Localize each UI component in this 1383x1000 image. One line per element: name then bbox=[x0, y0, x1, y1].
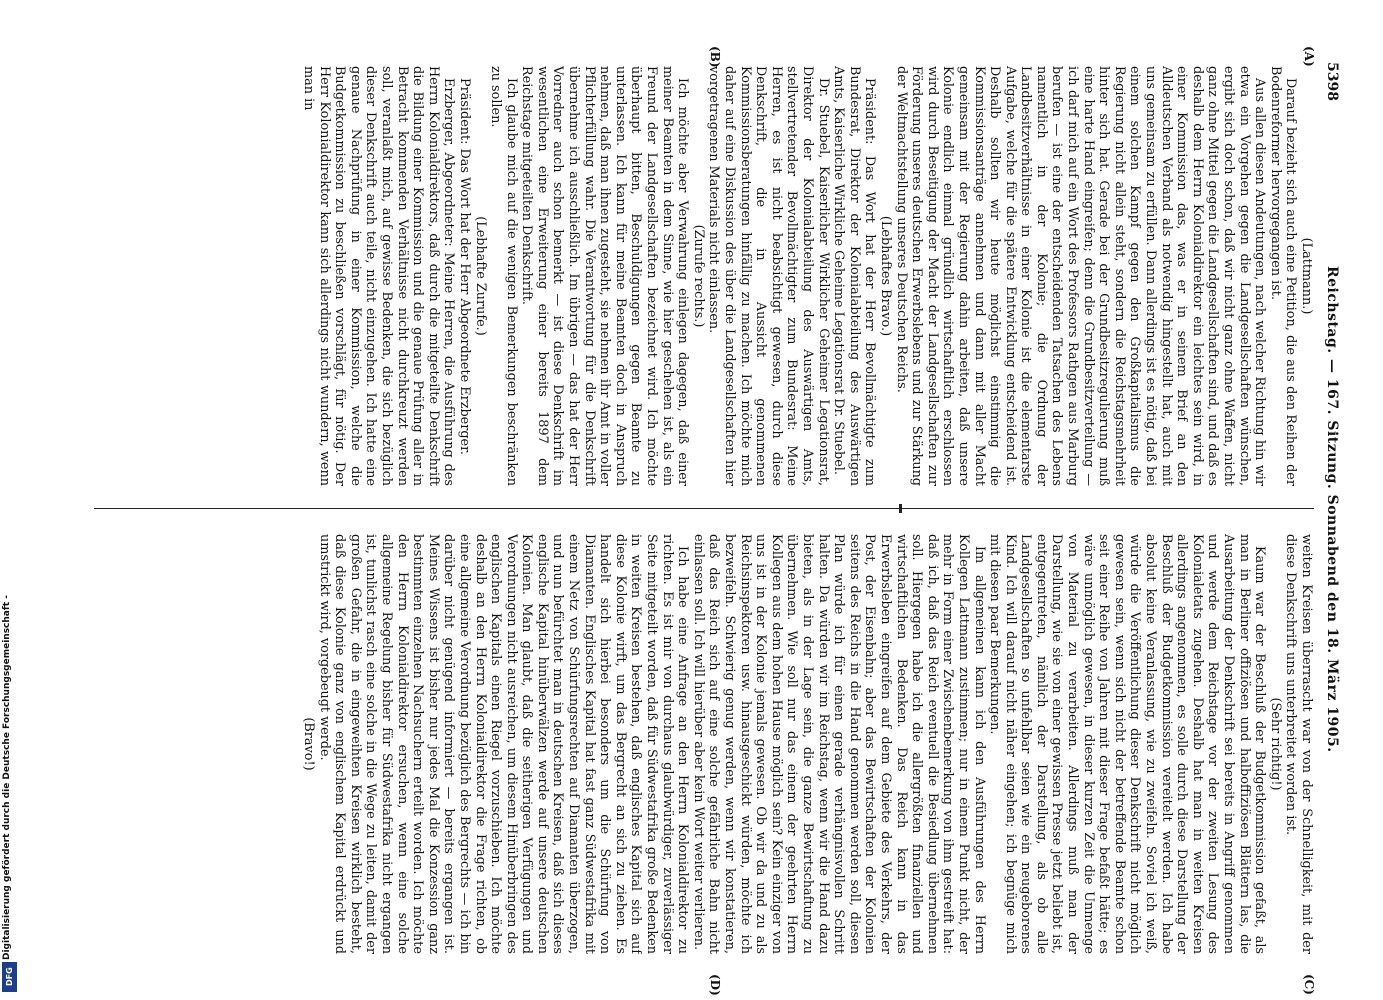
paragraph: Präsident: Das Wort hat der Herr Abgeordnete Erzberger. bbox=[456, 78, 472, 455]
paragraph: Im allgemeinen kann ich den Ausführungen des Herrn Kollegen Lattmann zustimmen; nur in einem Punkt nicht, der mehr in Form einer Zwischenbemerkung von ihm gestreift hat: daß ich, daß das Reich eventuell die Besiedlung übernehmen soll. Hiergegen habe ich die allergrößten finanziellen und wirtschaftlichen Bedenken. Das Reich kann in das Erwerbsleben eingreifen auf dem Gebiete des Verkehrs, der Post, der Eisenbahn; aber das Bewirtschaften der Kolonien seitens des Reichs in die Hand genommen werden soll, diesen Plan würde ich für einen gerade verhängnisvollen Schritt halten. Da würden wir im Reichstag, wenn wir die Hand dazu bieten, als in der Lage sein, die ganze Bewirtschaftung zu übernehmen. Wie soll nur das einem der geehrten Herrn Kollegen aus dem hohen Hause möglich sein? Kein einziger von uns ist in der Kolonie jemals gewesen. Ob wir da und zu als Reichsinspektoren usw. hinausgeschickt würden, möchte ich bezweifeln. Schwierig genug werden, wenn wir konstatieren, daß das Reich sich auf eine solche gefährliche Bahn nicht einlassen soll. Ich will hierüber aber kein Wort weiter verlieren. bbox=[690, 534, 987, 954]
scanned-page bbox=[82, 46, 1342, 996]
page-header bbox=[1318, 56, 1342, 986]
margin-mark-d: (D) bbox=[708, 974, 722, 996]
paragraph: weiten Kreisen überrascht war von der Schnelligkeit, mit der diese Denkschrift uns unterbreitet worden ist. bbox=[1283, 534, 1314, 954]
digitization-strip bbox=[0, 0, 20, 1000]
left-column bbox=[86, 66, 1314, 486]
paragraph: Dr. Stuebel, Kaiserlicher Wirklicher Geheimer Legationsrat, Direktor der Kolonialabteilung des Auswärtigen Amts, stellvertretender Bevollmächtigter zum Bundesrat: Meine Herren, es ist nicht beabsichtigt gewesen, durch diese Denkschrift, die in Aussicht genommenen Kommissionsberatungen hinfällig zu machen. Ich möchte mich daher auf eine Diskussion des über die Landgesellschaften hier vorgetragenen Materials nicht einlassen. bbox=[706, 66, 831, 486]
paragraph: Kaum war der Beschluß der Budgetkommission gefaßt, als man in Berliner offiziösen und halboffiziösen Blättern las, die Ausarbeitung der Denkschrift sei bereits in Angriff genommen und werde dem Reichstage vor der zweiten Lesung des Kolonialetats zugehen. Deshalb hat man in weiten Kreisen allerdings angenommen, es solle durch diese Darstellung der Beschluß der Budgetkommission vereitelt werden. Ich habe absolut keine Veranlassung, wie zu zweifeln. Soviel ich weiß, würde die Veröffentlichung dieser Denkschrift nicht möglich gewesen sein, wenn sich nicht der betreffende Beamte schon seit einer Reihe von Jahren mit dieser Frage befaßt hätte; es wäre unmöglich gewesen, in dieser kurzen Zeit die Unmenge von Material zu verarbeiten. Allerdings muß man der Darstellung, wie sie von einer gewissen Presse jetzt beliebt ist, entgegentreten, nämlich der Darstellung, als ob alle Landgesellschaften so unfehlbar seien wie ein neugeborenes Kind. Ich will darauf nicht näher eingehen; ich begnüge mich mit diesen paar Bemerkungen. bbox=[987, 534, 1268, 954]
paragraph: Aus allen diesen Andeutungen, nach welcher Richtung hin wir etwa ein Vorgehen gegen die Landgesellschaften wünschen, ergibt sich doch schon, daß wir nicht ganz ohne Waffen, nicht ganz ohne Mittel gegen die Landgesellschaften sind, und daß es deshalb dem Herrn Kolonialdirektor ein leichtes sein wird, in einer Kommission das, was er in seinem Brief an den Alldeutschen Verband als notwendig hingestellt hat, auch mit uns gemeinsam zu erfüllen. Dann allerdings ist es nötig, daß bei einem solchen Kampf gegen den Großkapitalismus die Regierung nicht allein steht, sondern die Reichstagsmehrheit hinter sich hat. Gerade bei der Grundbesitzregulierung muß eine harte Hand eingreifen; denn die Grundbesitzverteilung — ich darf mich auf ein Wort des Professors Rathgen aus Marburg berufen — ist eine der entscheidenden Tatsachen des Lebens namentlich in der Kolonie; die Ordnung der Landbesitzverhältnisse in einer Kolonie ist die elementarste Aufgabe, welche für die spätere Entwicklung entscheidend ist. Deshalb sollten wir heute möglichst einstimmig die Kommissionsanträge annehmen und dann mit aller Macht gemeinsam mit der Regierung dahin arbeiten, daß unsere Kolonie endlich einmal gründlich wirtschaftlich erschlossen wird durch Beseitigung der Macht der Landgesellschaften zur Förderung unseres deutschen Erwerbslebens und zur Stärkung der Weltmachtstellung unseres Deutschen Reichs. bbox=[893, 66, 1268, 486]
divider-marker bbox=[899, 504, 902, 513]
page-number: 5398 bbox=[1324, 62, 1340, 101]
margin-mark-b: (B) bbox=[708, 46, 722, 68]
column-divider bbox=[94, 508, 1314, 509]
paragraph: Ich glaube mich auf die wenigen Bemerkungen beschränken zu sollen. bbox=[488, 66, 519, 486]
speaker-tag: (Lattmann.) bbox=[1299, 237, 1314, 315]
paragraph: Ich möchte aber Verwahrung einlegen dagegen, daß einer meiner Beamten in dem Sinne, wie hier geschehen ist, als ein Freund der Landgesellschaften bezeichnet wird. Ich möchte überhaupt bitten, Beschuldigungen gegen Beamte zu unterlassen. Ich kann für meine Beamten doch in Anspruch nehmen, daß man ihnen zugesteht, sie nehmen ihr Amt in voller Pflichterfüllung wahr. Die Verantwortung für die Denkschrift übernehme ich ausschließlich. Im übrigen — das hat der Herr Vorredner auch schon bemerkt — ist diese Denkschrift im wesentlichen eine Erweiterung einer bereits 1897 dem Reichstage mitgeteilten Denkschrift. bbox=[519, 66, 691, 486]
interjection: (Zurufe rechts.) bbox=[690, 224, 706, 328]
margin-mark-a: (A) bbox=[1302, 46, 1316, 67]
interjection: (Sehr richtig!) bbox=[1267, 697, 1283, 791]
right-column bbox=[86, 534, 1314, 954]
digitization-credit: Digitalisierung gefördert durch die Deutsche Forschungsgemeinschaft - bbox=[2, 595, 12, 960]
dfg-logo: DFG bbox=[2, 962, 17, 992]
interjection: (Bravo!) bbox=[301, 717, 316, 771]
interjection: (Lebhafte Zurufe.) bbox=[472, 216, 488, 336]
paragraph: Ich habe eine Anfrage an den Herrn Kolonialdirektor zu richten. Es ist mir von durchaus glaubwürdiger, zuverlässiger Seite mitgeteilt worden, daß für Südwestafrika große Bedenken in weiten Kreisen bestehen, daß englisches Kapital sich auf diese Kolonie wirft, um das Bergrecht an sich zu ziehen. Es handelt sich hierbei besonders um die Schürfung von Diamanten. Englisches Kapital hat fast ganz Südwestafrika mit einem Netz von Schürfungsrechten auf Diamanten überzogen, und nun befürchtet man in deutschen Kreisen, daß sich dieses englische Kapital hinüberwälzen werde auf unsere deutschen Kolonien. Man glaubt, daß die seitherigen Verfügungen und Verordnungen nicht ausreichen, um diesem Hinüberbringen des englischen Kapitals einen Riegel vorzuschieben. Ich möchte deshalb an den Herrn Kolonialdirektor die Frage richten, ob eine allgemeine Verordnung bezüglich des Bergrechts — ich bin darüber nicht genügend informiert — bereits ergangen ist. Meines Wissens ist bisher nur jedes Mal die Konzession ganz bestimmten einzelnen Nachsuchern erteilt worden. Ich möchte den Herrn Kolonialdirektor ersuchen, wenn eine solche allgemeine Regelung bisher für Südwestafrika nicht ergangen ist, tunlichst rasch eine solche in die Wege zu leiten, damit der großen Gefahr, die in eingeweihten Kreisen wirklich besteht, daß diese Kolonie ganz von englischem Kapital erdrückt und umstrickt wird, vorgebeugt werde. bbox=[316, 534, 691, 954]
running-head: Reichstag. — 167. Sitzung. Sonnabend den 18. März 1905. bbox=[1324, 266, 1340, 753]
margin-mark-c: (C) bbox=[1302, 974, 1316, 995]
paragraph: Präsident: Das Wort hat der Herr Bevollmächtigte zum Bundesrat, Direktor der Kolonialabteilung des Auswärtigen Amts, Kaiserliche Wirkliche Geheime Legationsrat Dr. Stuebel. bbox=[831, 66, 878, 486]
paragraph: Darauf bezieht sich auch eine Petition, die aus den Reihen der Bodenreformer hervorgegangen ist. bbox=[1267, 66, 1299, 486]
interjection: (Lebhaftes Bravo.) bbox=[877, 215, 893, 337]
paragraph: Erzberger, Abgeordneter: Meine Herren, die Ausführung des Herrn Kolonialdirektors, daß durch die mitgeteilte Denkschrift die Bildung einer Kommission und die genaue Prüfung aller in Betracht kommenden Verhältnisse nicht durchkreuzt werden soll, veranlaßt mich, auf gewisse Bedenken, die sich bezüglich dieser Denkschrift auch teile, nicht einzugehen. Ich hatte eine genaue Nachprüfung in einer Kommission, welche die Budgetkommission zu beschließen vorschlägt, für nötig. Der Herr Kolonialdirektor kann sich allerdings nicht wundern, wenn man in bbox=[301, 66, 457, 486]
